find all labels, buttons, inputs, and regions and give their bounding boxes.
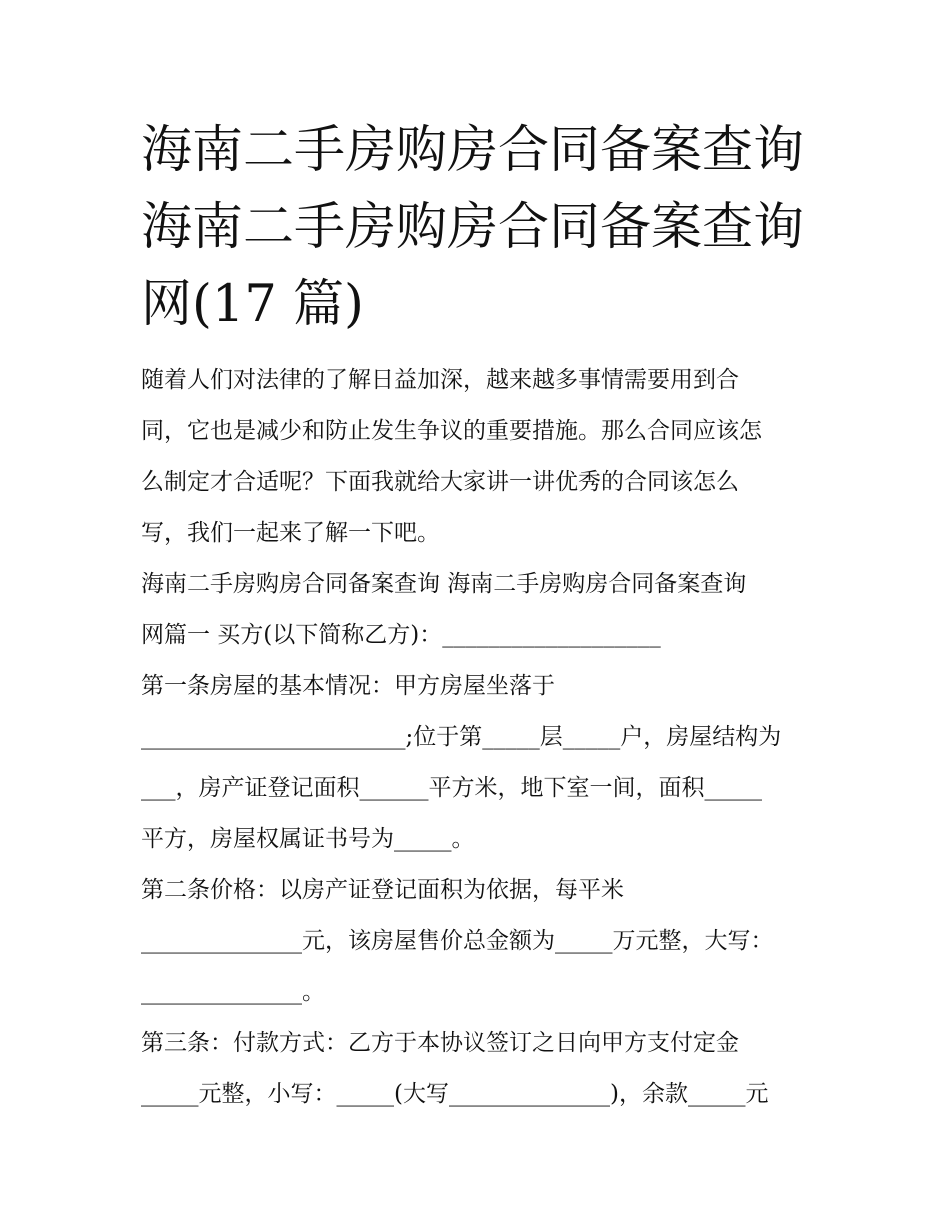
body-line: ___，房产证登记面积______平方米，地下室一间，面积_____: [141, 775, 762, 801]
body-line: 同，它也是减少和防止发生争议的重要措施。那么合同应该怎: [141, 418, 762, 444]
body-line: 随着人们对法律的了解日益加深，越来越多事情需要用到合: [141, 367, 739, 393]
body-line: 海南二手房购房合同备案查询 海南二手房购房合同备案查询: [141, 571, 747, 597]
body-line: 写，我们一起来了解一下吧。: [141, 520, 440, 546]
title-line: 海南二手房购房合同备案查询: [141, 198, 805, 257]
body-line: _______________________;位于第_____层_____户，房屋结构为: [141, 724, 782, 750]
title-line: 网(17 篇): [141, 275, 364, 334]
body-line: 第一条房屋的基本情况：甲方房屋坐落于: [141, 673, 555, 699]
body-line: _____元整，小写：_____(大写______________)，余款_____元: [141, 1081, 769, 1107]
document-title: [141, 112, 831, 343]
body-line: 么制定才合适呢？下面我就给大家讲一讲优秀的合同该怎么: [141, 469, 739, 495]
body-line: ______________元，该房屋售价总金额为_____万元整，大写：: [141, 928, 774, 954]
body-line: 第二条价格：以房产证登记面积为依据，每平米: [141, 877, 624, 903]
body-line: ______________。: [141, 979, 325, 1005]
body-line: 网篇一 买方(以下简称乙方)：___________________: [141, 622, 661, 648]
title-line: 海南二手房购房合同备案查询: [141, 121, 805, 180]
body-line: 第三条：付款方式：乙方于本协议签订之日向甲方支付定金: [141, 1030, 739, 1056]
document-body: [141, 355, 831, 1120]
body-line: 平方，房屋权属证书号为_____。: [141, 826, 475, 852]
